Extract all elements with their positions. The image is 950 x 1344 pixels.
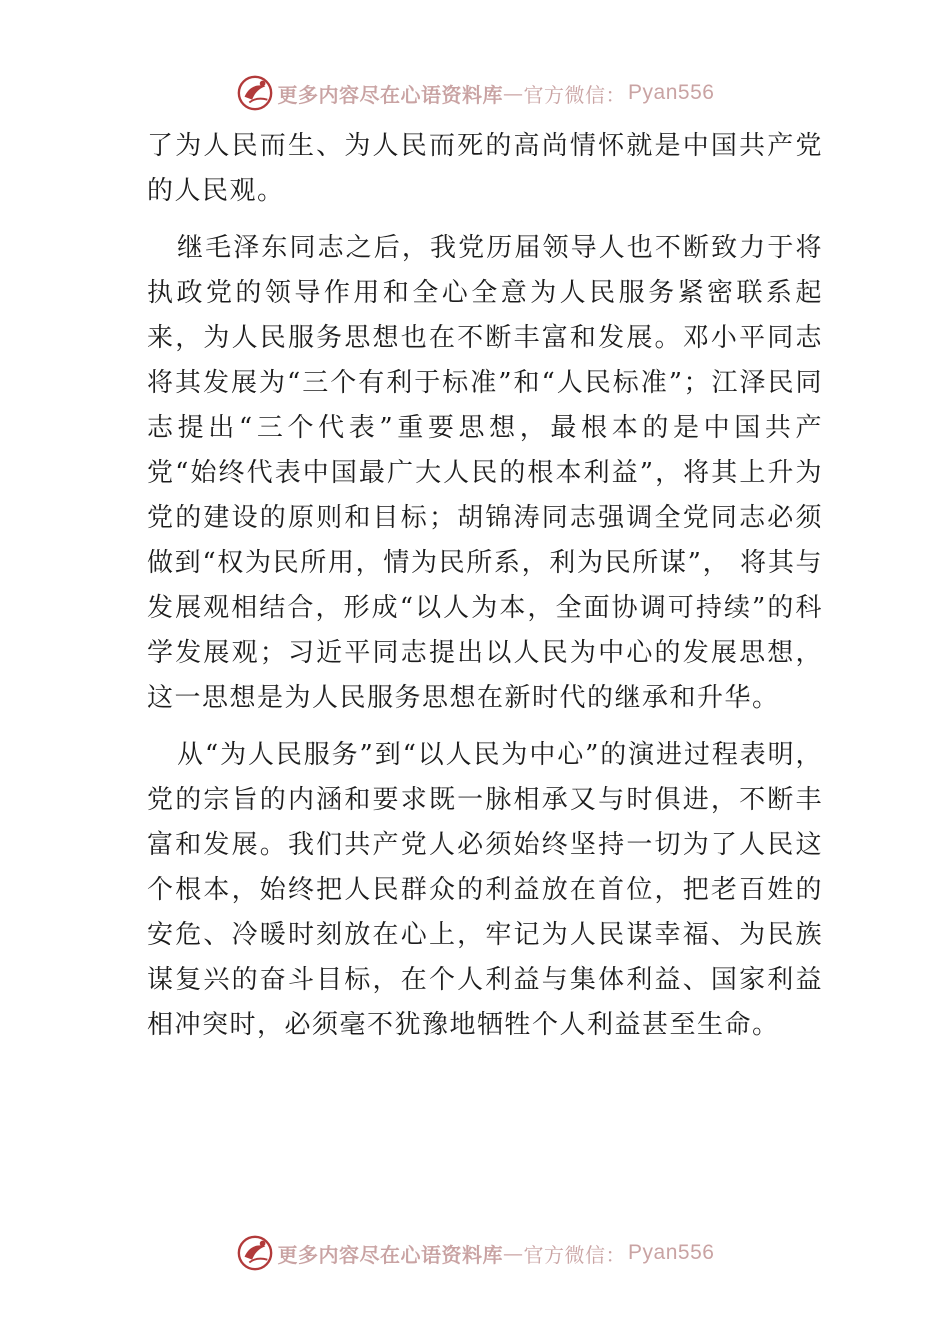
header-banner — [0, 68, 950, 118]
footer-wechat-label: 官方微信： — [523, 1242, 627, 1267]
document-body — [147, 124, 823, 1048]
footer-site-name: 更多内容尽在心语资料库 — [277, 1242, 504, 1267]
footer-banner — [0, 1228, 950, 1278]
red-stamp-seal-icon — [236, 74, 274, 112]
paragraph-3: 从“为人民服务”到“以人民为中心”的演进过程表明，党的宗旨的内涵和要求既一脉相承又与时俱进，不断丰富和发展。我们共产党人必须始终坚持一切为了人民这个根本，始终把人民群众的利益放在首位，把老百姓的安危、冷暖时刻放在心上，牢记为人民谋幸福、为民族谋复兴的奋斗目标，在个人利益与集体利益、国家利益相冲突时，必须毫不犹豫地牺牲个人利益甚至生命。 — [147, 740, 823, 1040]
header-wechat-label: 官方微信： — [523, 82, 627, 107]
header-site-name: 更多内容尽在心语资料库 — [277, 82, 504, 107]
paragraph-2: 继毛泽东同志之后，我党历届领导人也不断致力于将执政党的领导作用和全心全意为人民服务紧密联系起来，为人民服务思想也在不断丰富和发展。邓小平同志将其发展为“三个有利于标准”和“人民标准”；江泽民同志提出“三个代表”重要思想，最根本的是中国共产党“始终代表中国最广大人民的根本利益”，将其上升为党的建设的原则和目标；胡锦涛同志强调全党同志必须做到“权为民所用，情为民所系，利为民所谋”， 将其与发展观相结合，形成“以人为本，全面协调可持续”的科学发展观；习近平同志提出以人民为中心的发展思想，这一思想是为人民服务思想在新时代的继承和升华。 — [147, 233, 823, 713]
footer-dash: — — [503, 1241, 524, 1265]
header-dash: — — [503, 81, 524, 105]
red-stamp-seal-icon — [236, 1234, 274, 1272]
footer-wechat-id: Pyan556 — [628, 1241, 715, 1264]
header-wechat-id: Pyan556 — [628, 81, 715, 104]
paragraph-1: 了为人民而生、为人民而死的高尚情怀就是中国共产党的人民观。 — [147, 131, 823, 206]
